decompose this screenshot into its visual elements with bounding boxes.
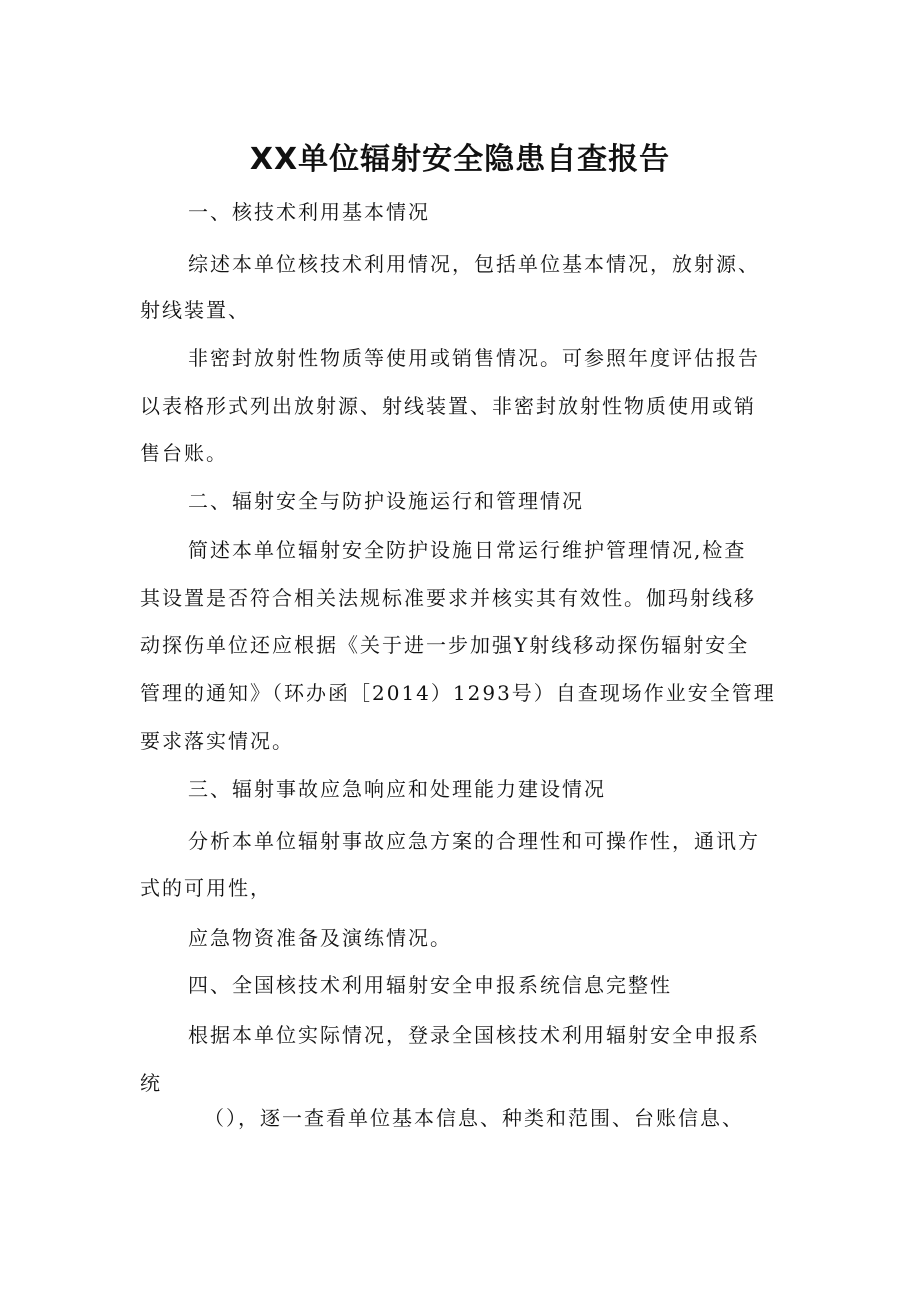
section-3-heading: 三、辐射事故应急响应和处理能力建设情况 bbox=[188, 777, 606, 801]
section-1-text-line: 以表格形式列出放射源、射线装置、非密封放射性物质使用或销 bbox=[140, 394, 756, 418]
section-4-text-line: （），逐一查看单位基本信息、种类和范围、台账信息、 bbox=[204, 1106, 744, 1130]
section-4-heading: 四、全国核技术利用辐射安全申报系统信息完整性 bbox=[188, 973, 672, 997]
section-1-text-line: 售台账。 bbox=[140, 441, 228, 465]
section-2-text-line: 其设置是否符合相关法规标准要求并核实其有效性。伽玛射线移 bbox=[140, 586, 756, 610]
section-1-text-line: 非密封放射性物质等使用或销售情况。可参照年度评估报告 bbox=[188, 346, 760, 370]
document-title: XX单位辐射安全隐患自查报告 bbox=[249, 142, 671, 177]
section-2-text-line: 简述本单位辐射安全防护设施日常运行维护管理情况,检查 bbox=[188, 538, 747, 562]
section-1-heading: 一、核技术利用基本情况 bbox=[188, 200, 430, 224]
section-4-text-line: 根据本单位实际情况，登录全国核技术利用辐射安全申报系 bbox=[188, 1023, 760, 1047]
section-2-text-line: 管理的通知》（环办函［2014）1293号）自查现场作业安全管理 bbox=[140, 681, 776, 705]
section-4-text-line: 统 bbox=[140, 1071, 162, 1095]
section-3-text-line: 分析本单位辐射事故应急方案的合理性和可操作性，通讯方 bbox=[188, 829, 760, 853]
section-1-text-line: 综述本单位核技术利用情况，包括单位基本情况，放射源、 bbox=[188, 252, 760, 276]
section-2-text-line: 动探伤单位还应根据《关于进一步加强Y射线移动探伤辐射安全 bbox=[140, 633, 750, 657]
section-2-heading: 二、辐射安全与防护设施运行和管理情况 bbox=[188, 489, 584, 513]
section-3-text-line: 式的可用性， bbox=[140, 876, 272, 900]
section-1-text-line: 射线装置、 bbox=[140, 298, 250, 322]
section-3-text-line: 应急物资准备及演练情况。 bbox=[188, 926, 452, 950]
section-2-text-line: 要求落实情况。 bbox=[140, 729, 294, 753]
